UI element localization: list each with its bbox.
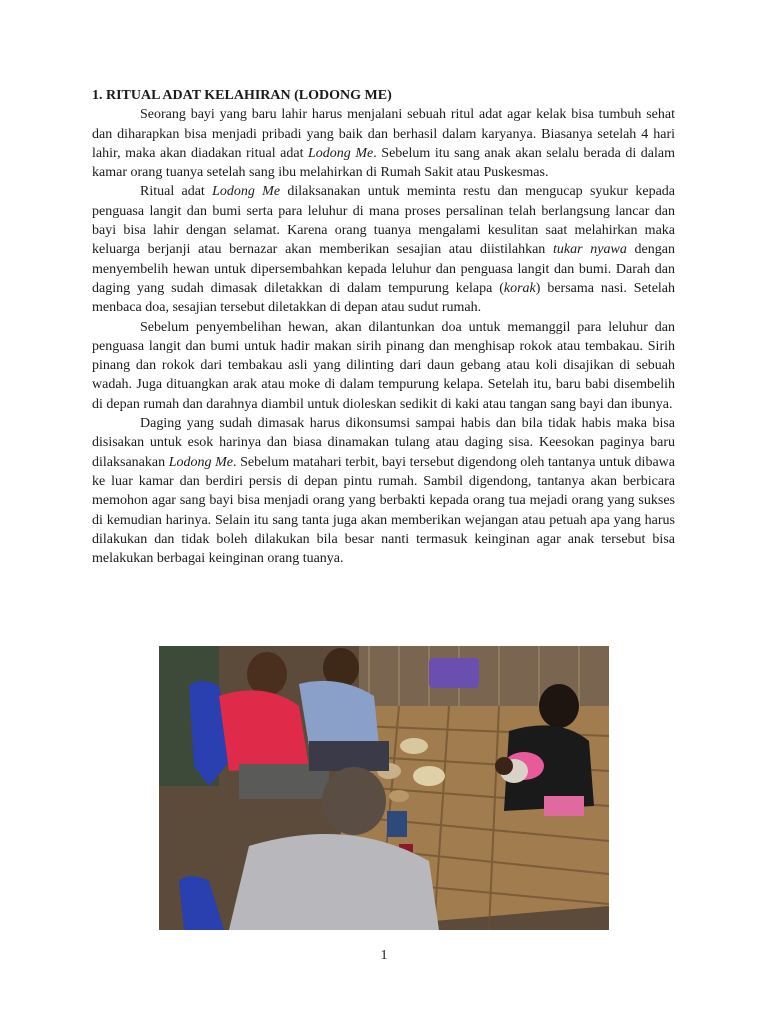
italic-term: Lodong Me [212,184,281,200]
italic-term: Lodong Me [168,454,233,470]
paragraph-text: Sebelum penyembelihan hewan, akan dilantunkan doa untuk memanggil para leluhur dan penguasa langit dan bumi untuk hadir makan sirih pinang dan menghisap rokok atau tembakau. Sirih pinang dan rokok dari tembakau asli yang dilinting dari daun gebang atau koli disajikan di sebuah wadah. Juga dituangkan arak atau moke di dalam tempurung kelapa. Setelah itu, baru babi disembelih di depan rumah dan darahnya diambil untuk dioleskan sedikit di kaki atau tangan sang bayi dan ibunya. [92,319,675,412]
body-paragraph [92,318,675,414]
ritual-photo-illustration [159,646,609,930]
italic-term: tukar nyawa [553,242,627,258]
paragraph-text: . Sebelum itu sang anak akan selalu berada di dalam kamar orang tuanya setelah sang ibu melahirkan di Rumah Sakit atau Puskesmas. [92,145,675,181]
paragraph-text: Seorang bayi yang baru lahir harus menjalani sebuah ritul adat agar kelak bisa tumbuh sehat dan diharapkan bisa menjadi pribadi yang baik dan berhasil dalam karyanya. Biasanya setelah 4 hari lahir, maka akan diadakan ritual adat [92,107,675,161]
page-number: 1 [380,948,388,963]
paragraph-text: Daging yang sudah dimasak harus dikonsumsi sampai habis dan bila tidak habis maka bisa disisakan untuk esok harinya dan biasa dinamakan tulang atau daging sisa. Keesokan paginya baru dilaksanakan [92,416,675,470]
document-body [92,86,675,568]
body-paragraph [92,414,675,568]
paragraph-text: dilaksanakan untuk meminta restu dan mengucap syukur kepada penguasa langit dan bumi serta para leluhur di mana proses persalinan telah berlangsung lancar dan bayi bisa lahir dengan selamat. Karena orang tuanya mengalami kesulitan saat melahirkan maka keluarga berjanji atau bernazar akan memberikan sesajian atau diistilahkan [92,184,675,258]
body-paragraph [92,182,675,317]
paragraph-text: ) bersama nasi. Setelah menbaca doa, sesajian tersebut diletakkan di depan atau sudut rumah. [92,280,676,316]
paragraph-text: . Sebelum matahari terbit, bayi tersebut digendong oleh tantanya untuk dibawa ke luar kamar dan berdiri persis di depan pintu rumah. Sambil digendong, tantanya akan berbicara memohon agar sang bayi bisa menjadi orang yang berbakti kepada orang tua mejadi orang yang sukses di kemudian harinya. Selain itu sang tanta juga akan memberikan wejangan atau petuah apa yang harus dilakukan dan tidak boleh dilakukan bila besar nanti termasuk keinginan agar anak tersebut bisa melakukan berbagai keinginan orang tuanya. [92,454,675,567]
italic-term: korak [503,280,536,296]
section-heading: 1. RITUAL ADAT KELAHIRAN (LODONG ME) [92,88,392,103]
body-paragraph [92,105,675,182]
italic-term: Lodong Me [308,145,374,161]
paragraph-text: Ritual adat [140,184,213,200]
ritual-photo [159,646,609,930]
paragraph-list [92,105,675,568]
paragraph-text: dengan menyembelih hewan untuk dipersembahkan kepada leluhur dan penguasa langit dan bumi. Darah dan daging yang sudah dimasak diletakkan di dalam tempurung kelapa ( [92,242,675,296]
